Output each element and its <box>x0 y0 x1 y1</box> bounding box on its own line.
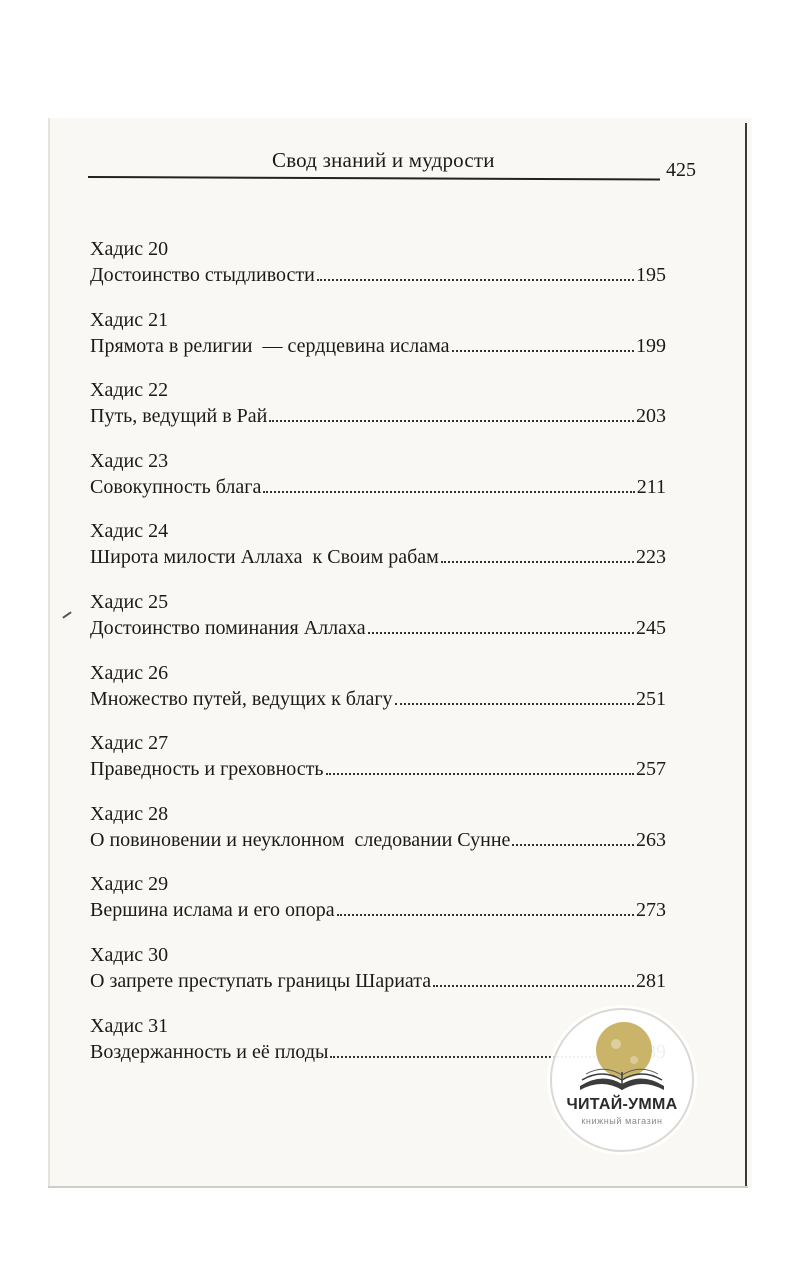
table-of-contents <box>90 236 666 1083</box>
toc-entry <box>90 518 666 589</box>
toc-entry-title: Праведность и греховность <box>90 758 324 781</box>
toc-entry-line <box>90 686 666 712</box>
dot-leader <box>326 773 634 775</box>
toc-entry-label: Хадис 30 <box>90 943 169 966</box>
toc-entry <box>90 589 666 660</box>
toc-entry-line <box>90 756 666 782</box>
toc-entry-page: 273 <box>636 899 666 922</box>
dot-leader <box>512 844 634 846</box>
toc-entry-line <box>90 262 666 288</box>
running-title: Свод знаний и мудрости <box>272 148 495 172</box>
toc-entry-line <box>90 544 666 570</box>
toc-entry-title: Достоинство поминания Аллаха <box>90 616 366 639</box>
dot-leader <box>263 491 634 493</box>
toc-entry <box>90 871 666 942</box>
toc-entry-title: Множество путей, ведущих к благу <box>90 687 393 710</box>
toc-entry-label: Хадис 25 <box>90 590 169 613</box>
toc-entry-label: Хадис 28 <box>90 802 169 825</box>
toc-entry <box>90 448 666 519</box>
toc-entry-title: Прямота в религии — сердцевина ислама <box>90 334 450 357</box>
toc-entry-label: Хадис 23 <box>90 449 169 472</box>
toc-entry-page: 195 <box>636 264 666 286</box>
toc-entry-page: 257 <box>636 758 666 781</box>
toc-entry-title: Путь, ведущий в Рай <box>90 405 268 428</box>
toc-entry-label: Хадис 31 <box>90 1014 169 1037</box>
toc-entry <box>90 942 666 1013</box>
toc-entry-title: Воздержанность и её плоды <box>90 1040 329 1063</box>
dot-leader <box>337 914 634 916</box>
toc-entry-line <box>90 827 666 853</box>
page-edge <box>745 123 747 1188</box>
open-book-moon-icon <box>552 1010 692 1150</box>
toc-entry-page: 263 <box>636 828 666 851</box>
toc-entry-title: О повиновении и неуклонном следовании Сунне <box>90 828 511 851</box>
toc-entry-title: Вершина ислама и его опора <box>90 899 335 922</box>
toc-entry-page: 281 <box>636 969 666 992</box>
toc-entry-line <box>90 897 666 923</box>
toc-entry <box>90 730 666 801</box>
toc-entry-title: Совокупность блага <box>90 475 262 498</box>
dot-leader <box>395 703 634 705</box>
toc-entry-line <box>90 615 666 641</box>
toc-entry-page: 203 <box>636 405 666 428</box>
dot-leader <box>441 561 634 563</box>
dot-leader <box>368 632 634 634</box>
toc-entry-line <box>90 403 666 429</box>
toc-entry-label: Хадис 29 <box>90 873 169 896</box>
toc-entry-line <box>90 333 666 359</box>
toc-entry-label: Хадис 21 <box>90 308 169 331</box>
toc-entry-title: Достоинство стыдливости <box>90 264 315 286</box>
dot-leader <box>317 279 634 281</box>
store-watermark-stamp <box>550 1008 694 1152</box>
toc-entry-title: Широта милости Аллаха к Своим рабам <box>90 546 439 569</box>
toc-entry-page: 223 <box>636 546 666 569</box>
toc-entry <box>90 377 666 448</box>
page-bottom-edge <box>48 1186 748 1188</box>
toc-entry-page: 251 <box>636 687 666 710</box>
toc-entry-label: Хадис 22 <box>90 379 169 402</box>
toc-entry-page: 211 <box>636 475 666 498</box>
page-number: 425 <box>666 159 696 181</box>
toc-entry-line <box>90 474 666 500</box>
toc-entry-page: 199 <box>636 334 666 357</box>
store-name: ЧИТАЙ-УММА <box>566 1096 678 1113</box>
toc-entry <box>90 801 666 872</box>
dot-leader <box>452 350 634 352</box>
dot-leader <box>433 985 634 987</box>
toc-entry-line <box>90 968 666 994</box>
toc-entry-title: О запрете преступать границы Шариата <box>90 969 432 992</box>
toc-entry <box>90 307 666 378</box>
toc-entry-label: Хадис 26 <box>90 661 169 684</box>
toc-entry-page: 245 <box>636 616 666 639</box>
toc-entry <box>90 660 666 731</box>
dot-leader <box>269 420 634 422</box>
toc-entry-label: Хадис 20 <box>90 238 169 260</box>
store-subtitle: книжный магазин <box>581 1116 663 1126</box>
toc-entry-label: Хадис 24 <box>90 520 169 543</box>
toc-entry-label: Хадис 27 <box>90 732 169 755</box>
toc-entry <box>90 236 666 307</box>
book-icon <box>580 1069 664 1090</box>
